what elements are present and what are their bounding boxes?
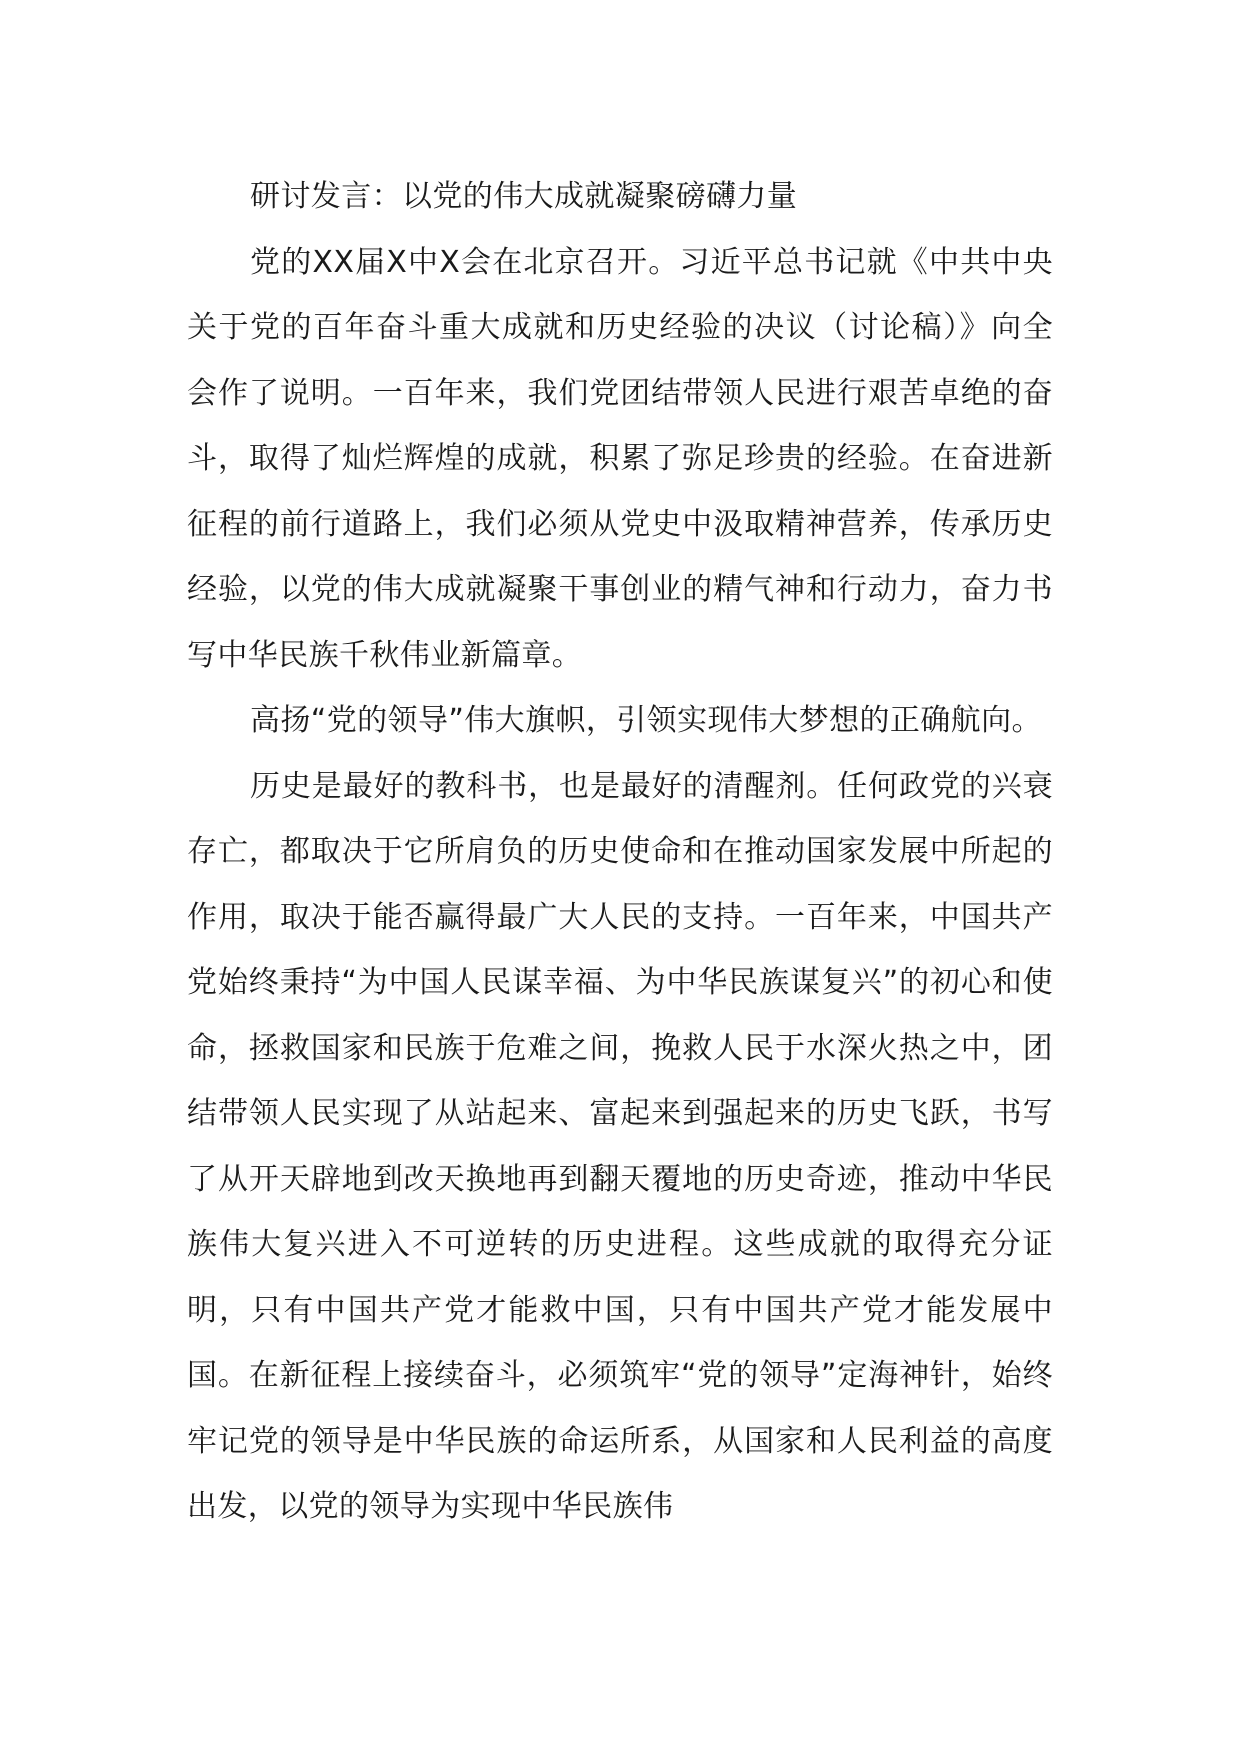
- paragraph-heading-party-leadership: 高扬“党的领导”伟大旗帜，引领实现伟大梦想的正确航向。: [250, 703, 1042, 738]
- paragraph-intro: 党的XX届X中X会在北京召开。习近平总书记就《中共中央关于党的百年奋斗重大成就和历史经验的决议（讨论稿）》向全会作了说明。一百年来，我们党团结带领人民进行艰苦卓绝的奋斗，取得了灿烂辉煌的成就，积累了弥足珍贵的经验。在奋进新征程的前行道路上，我们必须从党史中汲取精神营养，传承历史经验，以党的伟大成就凝聚干事创业的精气神和行动力，奋力书写中华民族千秋伟业新篇章。: [187, 244, 1053, 673]
- document-title: 研讨发言：以党的伟大成就凝聚磅礴力量: [250, 179, 798, 214]
- paragraph-history: 历史是最好的教科书，也是最好的清醒剂。任何政党的兴衰存亡，都取决于它所肩负的历史使命和在推动国家发展中所起的作用，取决于能否赢得最广大人民的支持。一百年来，中国共产党始终秉持“为中国人民谋幸福、为中华民族谋复兴”的初心和使命，拯救国家和民族于危难之间，挽救人民于水深火热之中，团结带领人民实现了从站起来、富起来到强起来的历史飞跃，书写了从开天辟地到改天换地再到翻天覆地的历史奇迹，推动中华民族伟大复兴进入不可逆转的历史进程。这些成就的取得充分证明，只有中国共产党才能救中国，只有中国共产党才能发展中国。在新征程上接续奋斗，必须筑牢“党的领导”定海神针，始终牢记党的领导是中华民族的命运所系，从国家和人民利益的高度出发，以党的领导为实现中华民族伟: [187, 768, 1053, 1524]
- document-body: [187, 164, 1053, 1540]
